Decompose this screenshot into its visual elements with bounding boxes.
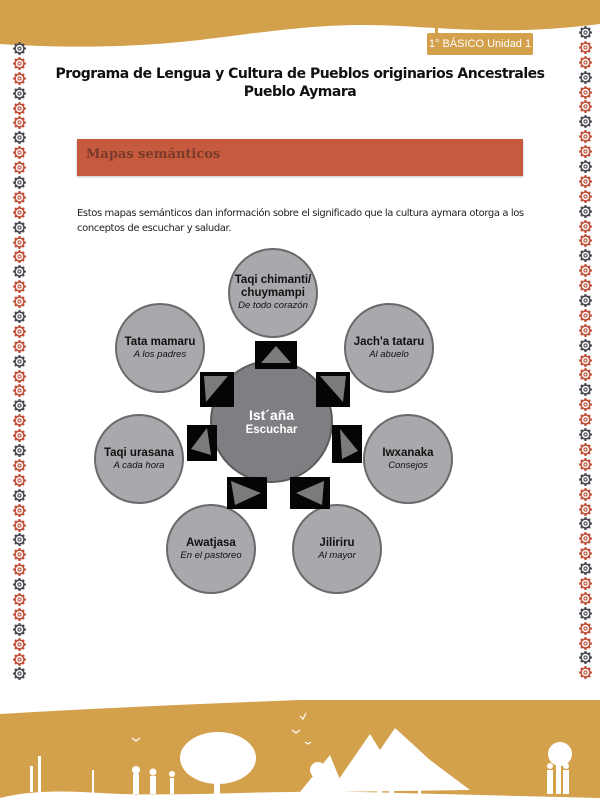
- ornament-icon: [13, 533, 26, 546]
- ornament-icon: [13, 161, 26, 174]
- node-lower-left: [166, 504, 256, 594]
- ornament-icon: [13, 638, 26, 651]
- ornament-icon: [13, 280, 26, 293]
- arrow-right-icon: [332, 425, 362, 463]
- title-line-2: Pueblo Aymara: [243, 84, 357, 100]
- node-right: [363, 414, 453, 504]
- ornament-icon: [13, 489, 26, 502]
- ornament-icon: [579, 190, 592, 203]
- node-term: Taqi urasana: [103, 446, 175, 459]
- ornament-icon: [13, 221, 26, 234]
- ornament-icon: [579, 279, 592, 292]
- ornament-icon: [13, 176, 26, 189]
- ornament-icon: [579, 443, 592, 456]
- ornament-icon: [579, 145, 592, 158]
- ornament-icon: [13, 102, 26, 115]
- node-upper-right: [344, 303, 434, 393]
- ornament-icon: [13, 444, 26, 457]
- ornament-icon: [579, 234, 592, 247]
- footer-landscape-illustration: [0, 700, 600, 800]
- ornament-icon: [579, 205, 592, 218]
- ornament-icon: [579, 383, 592, 396]
- ornament-icon: [579, 324, 592, 337]
- ornament-icon: [13, 399, 26, 412]
- ornament-icon: [13, 414, 26, 427]
- node-term: Jach'a tataru: [353, 335, 425, 348]
- ornament-icon: [579, 115, 592, 128]
- ornament-icon: [13, 310, 26, 323]
- node-left: [94, 414, 184, 504]
- node-top: [228, 248, 318, 338]
- ornament-icon: [13, 429, 26, 442]
- ornament-icon: [579, 398, 592, 411]
- node-meaning: A cada hora: [113, 459, 165, 471]
- node-term: Jiliriru: [319, 536, 355, 549]
- ornament-icon: [579, 175, 592, 188]
- ornament-icon: [579, 264, 592, 277]
- ornament-icon: [13, 563, 26, 576]
- ornament-icon: [579, 249, 592, 262]
- ornament-icon: [13, 504, 26, 517]
- ornament-icon: [579, 547, 592, 560]
- ornament-icon: [579, 100, 592, 113]
- arrow-lower-left-icon: [227, 477, 267, 509]
- ornament-icon: [13, 384, 26, 397]
- ornament-icon: [579, 592, 592, 605]
- node-term: Iwxanaka: [382, 446, 434, 459]
- arrow-lower-right-icon: [290, 477, 330, 509]
- node-upper-left: [115, 303, 205, 393]
- node-meaning: De todo corazón: [238, 300, 308, 311]
- center-meaning: Escuchar: [245, 423, 298, 436]
- ornament-icon: [579, 607, 592, 620]
- ornament-icon: [579, 532, 592, 545]
- ornament-icon: [579, 428, 592, 441]
- ornament-icon: [13, 578, 26, 591]
- center-term: Ist´aña: [248, 406, 295, 423]
- arrow-upper-right-icon: [316, 372, 350, 407]
- ornament-icon: [579, 339, 592, 352]
- ornament-icon: [13, 355, 26, 368]
- intro-paragraph: Estos mapas semánticos dan información sobre el significado que la cultura aymara otorga a los conceptos de escuchar y saludar.: [77, 208, 524, 234]
- ornament-icon: [579, 562, 592, 575]
- node-meaning: Al abuelo: [369, 348, 409, 360]
- section-title: Mapas semánticos: [86, 147, 221, 162]
- ornament-icon: [13, 146, 26, 159]
- node-meaning: Consejos: [388, 459, 428, 471]
- node-meaning: En el pastoreo: [180, 549, 242, 561]
- ornament-icon: [13, 548, 26, 561]
- right-ornament-border: [577, 26, 593, 681]
- ornament-icon: [13, 42, 26, 55]
- ornament-icon: [13, 236, 26, 249]
- ornament-icon: [579, 488, 592, 501]
- ornament-icon: [13, 191, 26, 204]
- ornament-icon: [13, 608, 26, 621]
- ornament-icon: [13, 519, 26, 532]
- ornament-icon: [579, 622, 592, 635]
- ornament-icon: [13, 474, 26, 487]
- ornament-icon: [579, 577, 592, 590]
- ornament-icon: [13, 623, 26, 636]
- ornament-icon: [13, 250, 26, 263]
- ornament-icon: [579, 651, 592, 664]
- node-term: Tata mamaru: [124, 335, 196, 348]
- ornament-icon: [579, 413, 592, 426]
- ornament-icon: [13, 295, 26, 308]
- node-term: Taqi chimanti/: [234, 274, 312, 286]
- arrow-upper-left-icon: [200, 372, 234, 407]
- ornament-icon: [579, 294, 592, 307]
- ornament-icon: [579, 26, 592, 39]
- ornament-icon: [13, 667, 26, 680]
- ornament-icon: [13, 265, 26, 278]
- ornament-icon: [579, 666, 592, 679]
- ornament-icon: [579, 220, 592, 233]
- ornament-icon: [579, 517, 592, 530]
- ornament-icon: [13, 593, 26, 606]
- arrow-up-icon: [255, 341, 297, 369]
- ornament-icon: [13, 370, 26, 383]
- node-meaning: Al mayor: [318, 549, 356, 561]
- ornament-icon: [13, 653, 26, 666]
- ornament-icon: [13, 340, 26, 353]
- left-ornament-border: [11, 42, 27, 682]
- ornament-icon: [579, 368, 592, 381]
- ornament-icon: [13, 325, 26, 338]
- ornament-icon: [579, 503, 592, 516]
- ornament-icon: [579, 309, 592, 322]
- ornament-icon: [13, 206, 26, 219]
- document-title: [0, 65, 600, 101]
- node-term: Awatjasa: [186, 536, 236, 549]
- ornament-icon: [13, 116, 26, 129]
- node-lower-right: [292, 504, 382, 594]
- arrow-left-icon: [187, 425, 217, 461]
- grade-unit-badge: 1° BÁSICO Unidad 1: [427, 33, 533, 55]
- node-term-line2: chuymampi: [241, 287, 305, 299]
- node-meaning: A los padres: [133, 348, 187, 360]
- ornament-icon: [579, 354, 592, 367]
- ornament-icon: [579, 41, 592, 54]
- ornament-icon: [13, 459, 26, 472]
- ornament-icon: [579, 473, 592, 486]
- ornament-icon: [579, 458, 592, 471]
- ornament-icon: [13, 131, 26, 144]
- ornament-icon: [579, 637, 592, 650]
- title-line-1: Programa de Lengua y Cultura de Pueblos originarios Ancestrales: [55, 66, 545, 82]
- ornament-icon: [579, 160, 592, 173]
- ornament-icon: [579, 130, 592, 143]
